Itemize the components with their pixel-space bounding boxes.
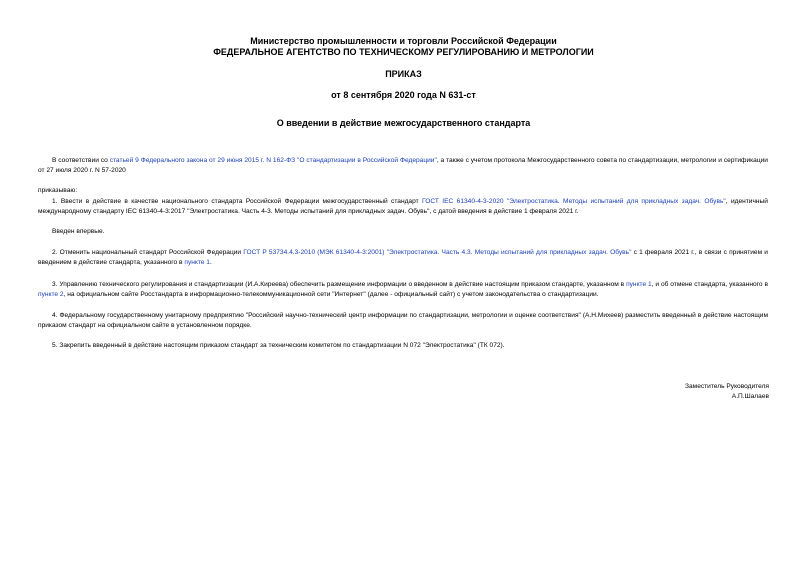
item-2-text-3: . [209,259,212,266]
item-1-text-1: 1. Ввести в действие в качестве национального стандарта Российской Федерации межгосударственный стандарт [52,198,423,205]
item-2-paragraph [38,248,768,268]
preamble-text-1: В соответствии со [52,157,110,164]
signature-position: Заместитель Руководителя [685,383,769,390]
item-2-text-2: с 1 февраля 2021 г., в связи с принятием и введением в действие стандарта, указанного в [38,249,768,266]
law-link[interactable]: статьей 9 Федерального закона от 29 июня 2015 г. N 162-ФЗ "О стандартизации в Российской Федерации" [109,157,437,164]
item-3-paragraph [38,280,768,300]
ministry-name: Министерство промышленности и торговли Российской Федерации [250,36,557,46]
signature-name: А.П.Шалаев [731,393,769,400]
doc-date-number: от 8 сентября 2020 года N 631-ст [331,90,476,100]
item-3-text-2: , и об отмене стандарта, указанного в [651,281,768,288]
gost-iec-link[interactable]: ГОСТ IEC 61340-4-3-2020 "Электростатика. Методы испытаний для прикладных задач. Обувь" [422,198,726,205]
item-3-text-3: , на официальном сайте Росстандарта в информационно-телекоммуникационной сети "Интернет" (далее - официальный сайт) с учетом законодательства о стандартизации. [63,291,599,298]
preamble-paragraph [38,156,768,176]
first-time-note: Введен впервые. [52,228,105,235]
order-word: приказываю: [38,187,78,194]
item-5-paragraph: 5. Закрепить введенный в действие настоящим приказом стандарт за техническим комитетом по стандартизации N 072 "Электростатика" (ТК 072). [52,342,505,349]
item-2-text-1: 2. Отменить национальный стандарт Российской Федерации [52,249,244,256]
item-1-text-2: , идентичный международному стандарту IEC 61340-4-3:2017 "Электростатика. Часть 4-3. Методы испытаний для прикладных задач. Обувь", с датой введения в действие 1 февраля 2021 г. [38,198,768,215]
item-3-text-1: 3. Управлению технического регулирования и стандартизации (И.А.Киреева) обеспечить размещение информации о введенном в действие настоящим приказом стандарте, указанном в [52,281,627,288]
doc-type: ПРИКАЗ [385,69,422,79]
agency-name: ФЕДЕРАЛЬНОЕ АГЕНТСТВО ПО ТЕХНИЧЕСКОМУ РЕГУЛИРОВАНИЮ И МЕТРОЛОГИИ [213,47,594,57]
doc-title: О введении в действие межгосударственного стандарта [276,118,531,128]
item-4-paragraph: 4. Федеральному государственному унитарному предприятию "Российский научно-технический центр информации по стандартизации, метрологии и оценке соответствия" (А.Н.Михеев) разместить введенный в действие настоящим приказом стандарт на официальном сайте в установленном порядке. [38,312,768,329]
item-1-paragraph [38,197,768,217]
preamble-text-2: , а также с учетом протокола Межгосударственного совета по стандартизации, метрологии и сертификации от 27 июля 2020 г. N 57-2020 [38,157,768,174]
item-3-ref-link-1[interactable]: пункте 1 [626,281,652,288]
item-1-ref-link[interactable]: пункте 1 [184,259,210,266]
gost-r-link[interactable]: ГОСТ Р 53734.4.3-2010 (МЭК 61340-4-3:2001) "Электростатика. Часть 4.3. Методы испытаний для прикладных задач. Обувь" [243,249,632,256]
item-3-ref-link-2[interactable]: пункте 2 [38,291,64,298]
